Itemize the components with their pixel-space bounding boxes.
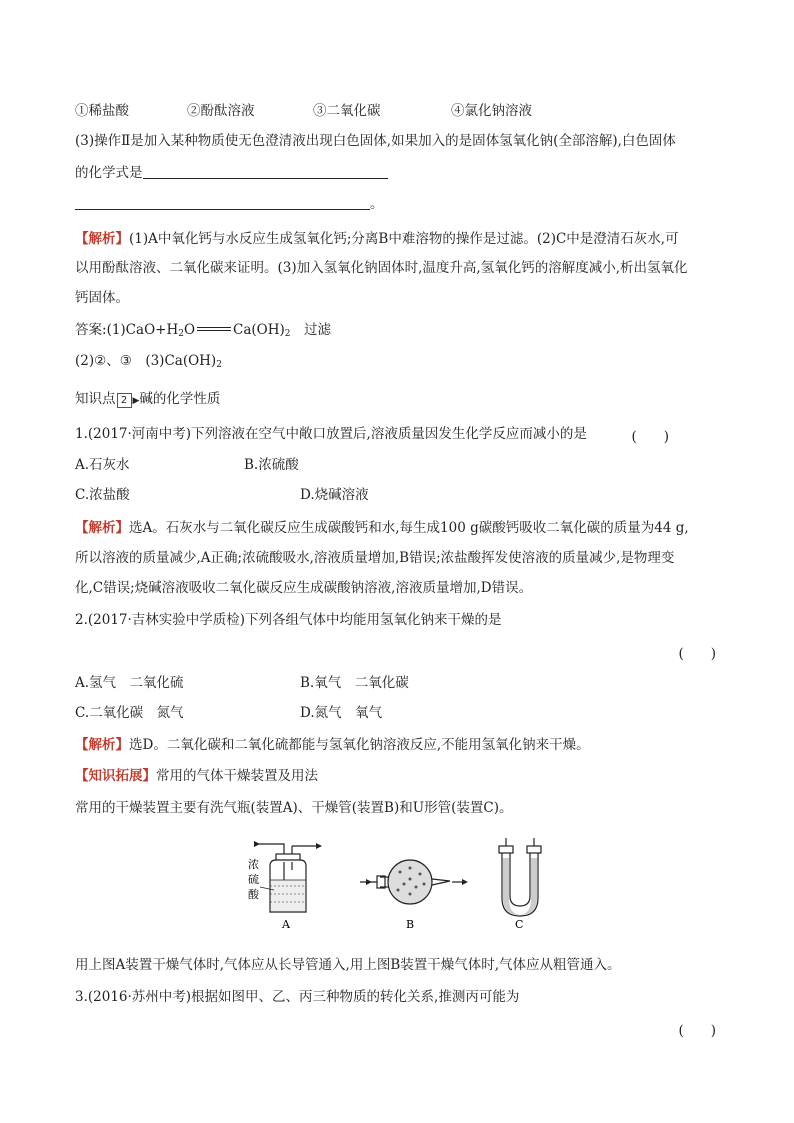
kp-number-badge: 2 [117,393,132,408]
q3b-stem: 3.(2016·苏州中考)根据如图甲、乙、丙三种物质的转化关系,推测丙可能为 [75,989,520,1005]
q2-option-a: A.氢气 二氧化硫 [75,675,184,691]
label-c: C [515,918,524,931]
q2-option-c: C.二氧化碳 氮气 [75,705,184,721]
option-3: ③二氧化碳 [313,103,381,119]
a1-line1: 【解析】选A。石灰水与二氧化碳反应生成碳酸钙和水,每生成100 g碳酸钙吸收二氧化碳的质量为44 g, [75,520,689,536]
q1-answer-paren: ( ) [631,429,669,445]
apparatus-b [360,860,468,904]
reaction-equals [197,327,231,331]
q1-option-c: C.浓盐酸 [75,487,130,503]
apparatus-c [499,838,541,916]
q2-option-b: B.氧气 二氧化碳 [300,675,409,691]
option-4: ④氯化钠溶液 [451,103,532,119]
ext-line: 常用的干燥装置主要有洗气瓶(装置A)、干燥管(装置B)和U形管(装置C)。 [75,800,513,816]
q1-option-a: A.石灰水 [75,457,130,473]
q3b-answer-paren: ( ) [678,1023,716,1039]
a1-line3: 化,C错误;烧碱溶液吸收二氧化碳反应生成碳酸钠溶液,溶液质量增加,D错误。 [75,580,533,596]
acid-label-2: 硫 [248,873,259,886]
analysis1-line3: 钙固体。 [75,290,129,306]
answer2-line: (2)②、③ $(3)Ca(OH)_2$ [75,353,222,370]
q1-option-b: B.浓硫酸 [244,457,299,473]
q3-line1: (3)操作Ⅱ是加入某种物质使无色澄清液出现白色固体,如果加入的是固体氢氧化钠(全部溶解),白色固体 [75,133,676,149]
acid-label-1: 浓 [248,858,259,871]
q1-stem: 1.(2017·河南中考)下列溶液在空气中敞口放置后,溶液质量因发生化学反应而减小的是 [75,426,587,442]
q2-stem: 2.(2017·吉林实验中学质检)下列各组气体中均能用氢氧化钠来干燥的是 [75,612,502,628]
fig-caption: 用上图A装置干燥气体时,气体应从长导管通入,用上图B装置干燥气体时,气体应从粗管通入。 [75,957,621,973]
q3-line2: 的化学式是 [75,164,388,182]
q1-option-d: D.烧碱溶液 [300,487,369,503]
knowledge-point: 知识点 2 ▶碱的化学性质 [75,391,221,407]
drying-apparatus-figure [240,832,560,932]
a1-line2: 所以溶液的质量减少,A正确;浓硫酸吸水,溶液质量增加,B错误;浓盐酸挥发使溶液的质量减少,是物理变 [75,550,675,566]
apparatus-a [254,841,322,912]
option-1: ①稀盐酸 [75,103,129,119]
label-a: A [282,918,290,931]
ext-title: 【知识拓展】常用的气体干燥装置及用法 [75,768,318,784]
triangle-icon: ▶ [132,396,140,406]
q2-answer-paren: ( ) [678,646,716,662]
analysis1-line2: 以用酚酞溶液、二氧化碳来证明。(3)加入氢氧化钠固体时,温度升高,氢氧化钙的溶解度减小,析出氢氧化 [75,260,688,276]
q3-line3: 。 [75,195,384,213]
a2-line: 【解析】选D。二氧化碳和二氧化硫都能与氢氧化钠溶液反应,不能用氢氧化钠来干燥。 [75,737,590,753]
option-2: ②酚酞溶液 [187,103,255,119]
acid-label-3: 酸 [248,888,259,901]
answer1-line: 答案$:(1)CaO+H_2O$ $Ca(OH)_2$ 过滤 [75,322,332,339]
q2-option-d: D.氮气 氧气 [300,705,383,721]
label-b: B [406,918,415,931]
analysis-tag: 【解析】 [75,231,129,247]
analysis1-line1: 【解析】(1)A中氧化钙与水反应生成氢氧化钙;分离B中难溶物的操作是过滤。(2)C中是澄清石灰水,可 [75,231,679,247]
